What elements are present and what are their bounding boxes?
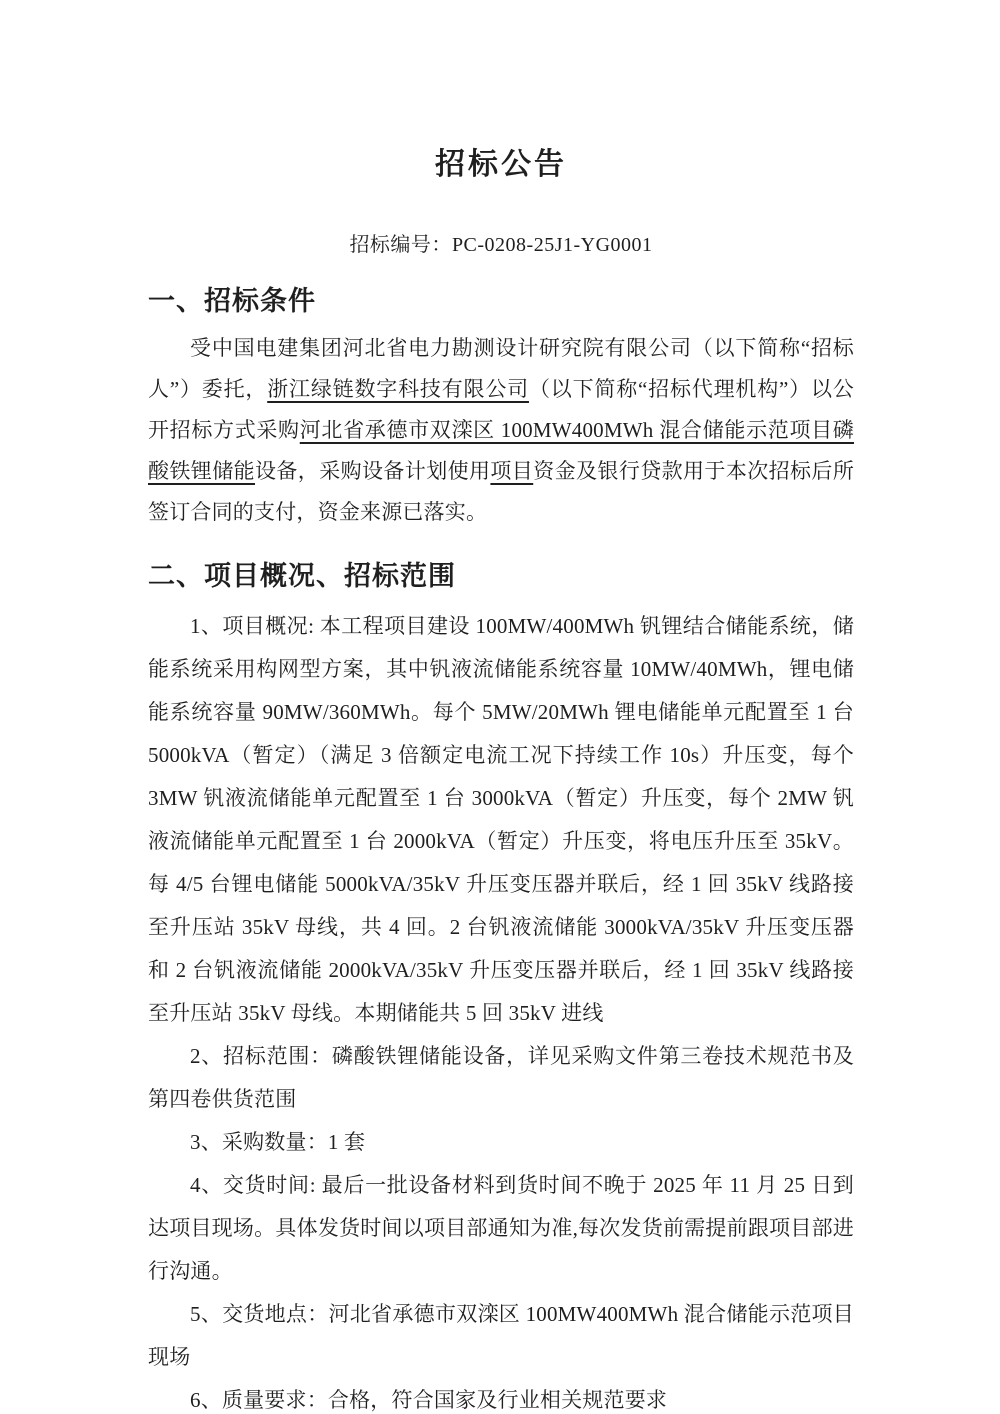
- tender-number-line: [148, 232, 854, 258]
- underlined-agency-name: 浙江绿链数字科技有限公司: [267, 377, 529, 401]
- tender-number-label: 招标编号：: [349, 234, 452, 256]
- paragraph-tender-scope: 2、招标范围：磷酸铁锂储能设备，详见采购文件第三卷技术规范书及第四卷供货范围: [148, 1044, 854, 1111]
- paragraph-quality-requirements: 6、质量要求：合格，符合国家及行业相关规范要求: [190, 1388, 668, 1412]
- tender-conditions-paragraph: [148, 328, 854, 533]
- text-segment: 设备，采购设备计划使用: [255, 459, 491, 483]
- section-heading-tender-conditions: 一、招标条件: [148, 286, 316, 316]
- underlined-funding-source: 项目: [490, 459, 534, 483]
- document-title: 招标公告: [435, 148, 567, 181]
- project-overview-body: [148, 605, 854, 1414]
- paragraph-purchase-quantity: 3、采购数量：1 套: [190, 1130, 366, 1154]
- section-heading-project-overview: 二、项目概况、招标范围: [148, 561, 456, 591]
- paragraph-delivery-location: 5、交货地点：河北省承德市双滦区 100MW400MWh 混合储能示范项目现场: [148, 1302, 854, 1369]
- tender-number-value: PC-0208-25J1-YG0001: [451, 234, 653, 256]
- underlined-project-name: 河北省承德市双滦区 100MW400MWh 混合储能示范项目磷酸铁锂储能: [148, 418, 855, 483]
- text-segment: 受中国电建集团河北省电力勘测设计研究院有限公司（以下简称“招标人”）委托，: [148, 336, 854, 401]
- paragraph-delivery-time: 4、交货时间: 最后一批设备材料到货时间不晚于 2025 年 11 月 25 日到达项目现场。具体发货时间以项目部通知为准,每次发货前需提前跟项目部进行沟通。: [148, 1173, 854, 1283]
- text-segment: （以下简称“招标代理机构”）以公开招标方式采购: [148, 377, 854, 442]
- text-segment: 资金及银行贷款用于本次招标后所签订合同的支付，资金来源已落实。: [148, 459, 855, 524]
- paragraph-project-overview: 1、项目概况: 本工程项目建设 100MW/400MWh 钒锂结合储能系统，储能系统采用构网型方案，其中钒液流储能系统容量 10MW/40MWh，锂电储能系统容量 90MW/360MWh。每个 5MW/20MWh 锂电储能单元配置至 1 台 5000kVA（暂定）（满足 3 倍额定电流工况下持续工作 10s）升压变，每个 3MW 钒液流储能单元配置至 1 台 3000kVA（暂定）升压变，每个 2MW 钒液流储能单元配置至 1 台 2000kVA（暂定）升压变，将电压升压至 35kV。每 4/5 台锂电储能 5000kVA/35kV 升压变压器并联后，经 1 回 35kV 线路接至升压站 35kV 母线，共 4 回。2 台钒液流储能 3000kVA/35kV 升压变压器和 2 台钒液流储能 2000kVA/35kV 升压变压器并联后，经 1 回 35kV 线路接至升压站 35kV 母线。本期储能共 5 回 35kV 进线: [148, 614, 854, 1025]
